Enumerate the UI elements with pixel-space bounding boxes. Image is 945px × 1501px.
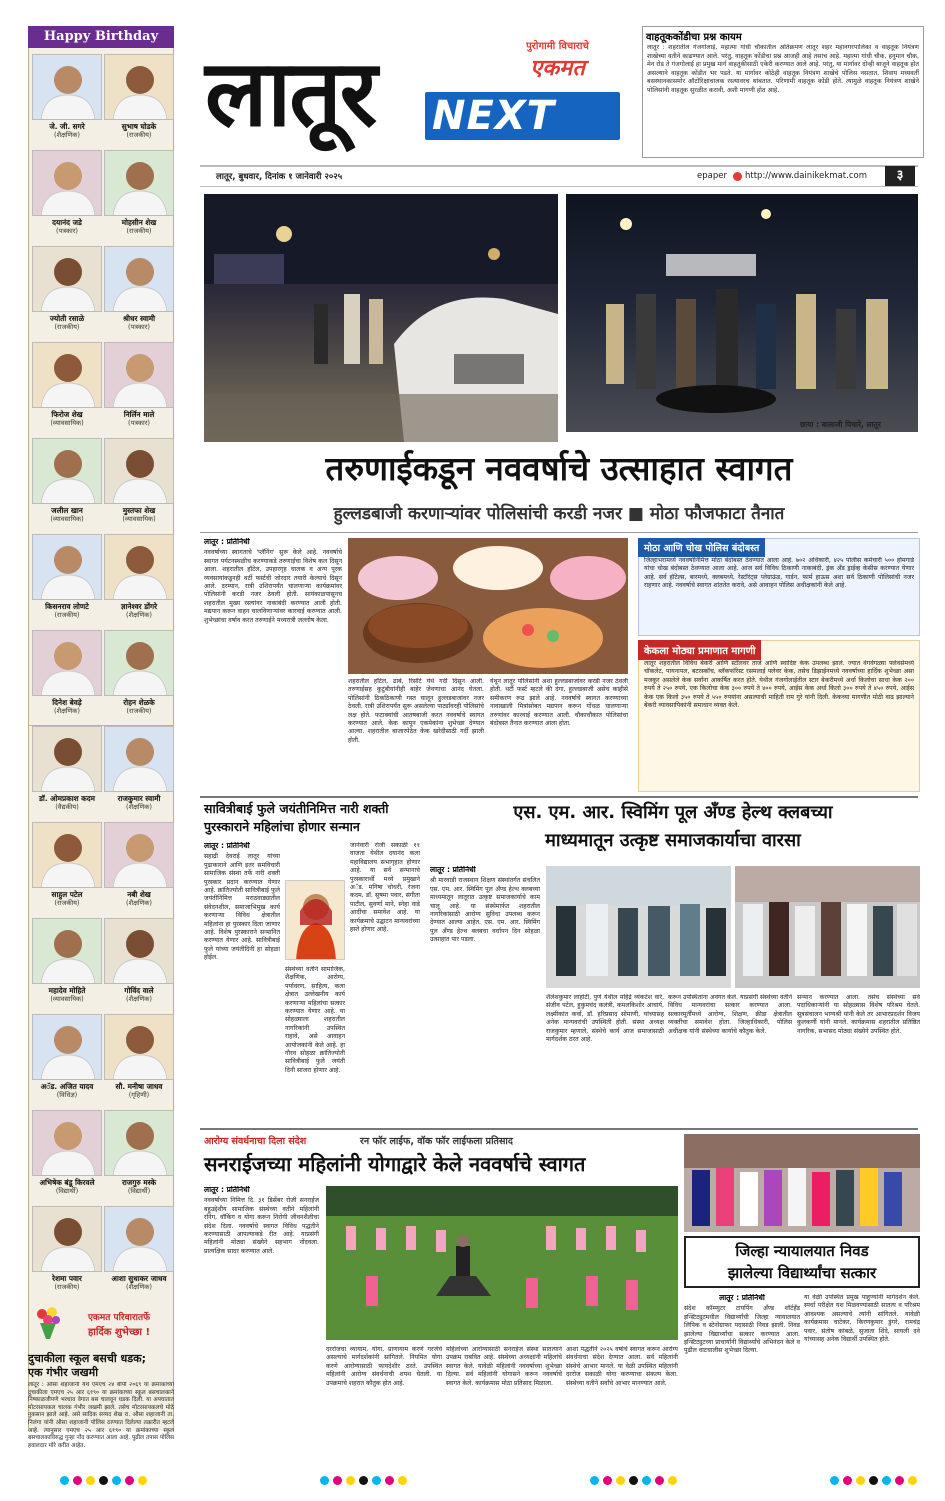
birthday-person-role: (शैक्षणिक) bbox=[126, 803, 152, 811]
birthday-person-role: (राजकीय) bbox=[54, 611, 80, 619]
court-headline-2: झालेल्या विद्यार्थ्यांचा सत्कार bbox=[727, 1264, 877, 1282]
court-col-1-text: संदेश कॉम्प्युटर टायपिंग अँण्ड शॉर्टहँड इन्स्टिट्युटमधील विद्यार्थ्यांची जिल्हा न्यायालयात लिपिक व स्टेनोग्राफर पदासाठी निवड झाली. निवड झालेल्या विद्यार्थ्यांचा सत्कार करण्यात आला. इन्स्टिट्युटच्या प्राचार्यांनी विद्यार्थ्यांचे अभिनंदन केले व पुढील वाटचालीस शुभेच्छा दिल्या. bbox=[684, 1305, 800, 1355]
birthday-person-name: निर्लिन माले bbox=[123, 410, 155, 419]
birthday-person-name: जलील खान bbox=[51, 506, 83, 515]
registration-dot bbox=[616, 1476, 625, 1485]
avatar bbox=[104, 438, 174, 504]
birthday-person bbox=[32, 630, 102, 715]
avatar bbox=[32, 150, 102, 216]
cake-body: लातूर शहरातील विविध बेकरी आणि स्टॉलवर ताजे आणि स्वादिष्ट केक उपलब्ध झाले. ज्यात वेगवेगळ्या फ्लेवर्समध्ये चॉकलेट, पायनापल, बटरस्कॉच, ब्लॅकफॉरेस्ट रसमलाई फ्लेवर केक, तसेच डिझाईनमध्ये नववर्षाच्या हार्दिक शुभेच्छा असा मजकूर असलेले केक सर्वांना आकर्षित करत होते. येथील गंजगोलाईतील स्टार बेकरीमध्ये अर्धा किलोचा साधा केक २०० रुपये ते २५० रुपये, एक किलोचा केक ३०० रुपये ते ४०० रुपये, आईस केक अर्धा किलो ३०० रुपये ते ४५० रुपये, आईस केक एक किलो ३५० रुपये ते ५५० रुपयांना असल्याची माहिती राम गुरे यांनी दिली. केकच्या मागणीत मोठी वाढ झाल्याने बेकरी व्यावसायिकांनी समाधान व्यक्त केले. bbox=[644, 660, 914, 710]
birthday-person bbox=[32, 342, 102, 427]
registration-dot bbox=[882, 1476, 891, 1485]
avatar bbox=[104, 150, 174, 216]
birthday-person-name: मोहसीन शेख bbox=[121, 218, 157, 227]
avatar bbox=[104, 246, 174, 312]
avatar bbox=[32, 438, 102, 504]
registration-dot bbox=[138, 1476, 147, 1485]
health-kicker-rest: रन फॉर लाईफ, वॉक फॉर लाईफला प्रतिसाद bbox=[360, 1136, 513, 1147]
avatar bbox=[32, 342, 102, 408]
savitribai-byline: लातूर : प्रतिनिधी bbox=[204, 842, 250, 850]
greeting-line2: हार्दिक शुभेच्छा ! bbox=[87, 1327, 151, 1338]
birthday-person bbox=[32, 822, 102, 907]
registration-dot bbox=[60, 1476, 69, 1485]
swimming-event-photo-1 bbox=[546, 866, 731, 988]
accident-headline-1: दुचाकीला स्कूल बसची धडक; bbox=[28, 1352, 146, 1365]
registration-dot bbox=[99, 1476, 108, 1485]
avatar bbox=[32, 1014, 102, 1080]
birthday-person bbox=[104, 630, 174, 715]
birthday-person bbox=[32, 726, 102, 811]
birthday-person-role: (राजकीय) bbox=[126, 131, 152, 139]
swimming-byline: लातूर : प्रतिनिधी bbox=[430, 866, 476, 874]
security-body: जिल्हाभरामध्ये नववर्षानिमित्त मोठा बंदोबस्त ठेवण्यात आला आहे. ७०२ अधिकारी, ४२५ पोलीस कर्मचारी ५०० होमगार्ड यांचा चोख बंदोबस्त ठेवण्यात आला आहे. आज सर्व विविध ठिकाणी नाकाबंदी, ड्रंक अँड ड्राईव्ह केसीस करण्यात येणार आहे. सर्व हॉटेल्स, बारमध्ये, क्लबमध्ये, रेस्टॉरंट्स प्लेग्राऊंड, गार्डन, फार्म हाऊस अशा सर्व ठिकाणी पोलिसांची नजर राहणार आहे. नववर्षाचे स्वागत शांततेत करावे, असे आवाहन पोलिस अधीक्षकांनी केले आहे. bbox=[644, 557, 914, 590]
savitribai-col-1-text: सहाद्री देवराई लातूर यांच्या पुढाकाराने आणि इतर समविचारी सामाजिक संस्था तर्फे नारी शक्ती पुरस्कार प्रदान करण्यात येणार आहे. क्रांतिज्योती सावित्रीबाई फुले जयंतीनिमित्त मराठवाड्यातील संवेदनशील, समाजाभिमुख कार्य करणाऱ्या विविध क्षेत्रातील महिलांना हा पुरस्कार दिला जाणार आहे. विशेष पुरस्काराने सन्मानित करण्यात येणार आहे. सावित्रीबाई फुले यांच्या जयंतीदिनी हा सोहळा होईल. bbox=[204, 853, 280, 962]
birthday-person-name: आशा सुधाकर जाधव bbox=[111, 1274, 167, 1283]
swimming-col-4: सन्मान करण्यात आला. तसेच संस्थेच्या सर्व पदाधिकाऱ्यांनी या सोहळ्यास विशेष परिश्रम घेतले. सूत्रसंचालन भाग्यश्री यांनी केले तर आभारप्रदर्शन विजय कुलकर्णी यांनी मानले. कार्यक्रमास शहरातील प्रतिष्ठित नागरिक, सभासद मोठ्या संख्येने उपस्थित होते. bbox=[797, 994, 920, 1035]
registration-dot bbox=[125, 1476, 134, 1485]
birthday-person-role: (शैक्षणिक) bbox=[126, 1283, 152, 1291]
birthday-person-role: (शैक्षणिक) bbox=[126, 611, 152, 619]
cake-head: केकला मोठ्या प्रमाणात मागणी bbox=[638, 640, 761, 660]
court-col-2: या वेळी उपस्थित प्रमुख पाहुण्यांनी मार्गदर्शन केले. स्पर्धा परीक्षेत यश मिळवण्यासाठी सातत्य व परिश्रम आवश्यक असल्याचे त्यांनी सांगितले. यावेळी कार्यक्रमास चाटेकर, किरणकुमार डुंगरे, रामचंद्र पवार, संतोष कांबळे, सुजाता शिंदे, सायली दवे यांच्यासह अनेक विद्यार्थी उपस्थित होते. bbox=[804, 1294, 920, 1344]
registration-dot bbox=[908, 1476, 917, 1485]
birthday-person-name: किसनराव लोणटे bbox=[45, 602, 89, 611]
court-students-photo bbox=[684, 1134, 920, 1232]
date-line: लातूर, बुधवार, दिनांक १ जानेवारी २०२५ bbox=[216, 172, 343, 182]
birthday-person-role: (शैक्षणिक) bbox=[54, 131, 80, 139]
masthead-tagline: पुरोगामी विचाराचे bbox=[526, 41, 589, 52]
birthday-person bbox=[104, 54, 174, 139]
birthday-person-role: (राजकीय) bbox=[126, 227, 152, 235]
accident-body: लातूर : औसा शहाजानी येथे एमएच २४ बीपी २०६९ या क्रमांकाच्या दुचाकीला एमएच २५ आर ६१९० या क्रमांकाच्या स्कूल बसचालकाने निष्काळजीपणे भरधाव वेगात बस चालवून धडक दिली. या अपघातात मोटरसायकल चालक गंभीर जखमी झाले. तसेच मोटरसायकलचे मोठे नुकसान झाले आहे. असे सादिक सय्यद शेख रा. औसा शहाजानी ता. निलंगा यांनी औसा शहाजानी पोलिस ठाण्यात दिलेल्या तक्रारीत म्हटले आहे. त्यानुसार एमएच २५ आर ६१९० या क्रमांकाच्या स्कूल बसचालकाविरुद्ध गुन्हा नोंद करण्यात आला आहे. पुढील तपास पोलिस हवालदार मोरे करीत आहेत. bbox=[28, 1382, 174, 1449]
web-icon bbox=[733, 172, 742, 181]
registration-dot bbox=[590, 1476, 599, 1485]
divider bbox=[200, 532, 918, 533]
birthday-person bbox=[104, 1206, 174, 1291]
savitribai-headline-2: पुरस्काराने महिलांचा होणार सन्मान bbox=[204, 819, 360, 834]
health-col-3: महिलांच्या आरोग्यासाठी सनराईज संस्था सातत्याने उपक्रम राबवित आहे. संस्थेच्या अध्यक्षांनी महिलांचे स्वागत केले. यावेळी महिलांनी नववर्षाच्या शुभेच्छा दिल्या. सर्व महिलांनी योगासने करून नववर्षाचे स्वागत केले. कार्यक्रमास मोठा प्रतिसाद मिळाला. bbox=[446, 1346, 562, 1387]
birthday-person-name: दयानंद जडे bbox=[52, 218, 82, 227]
birthday-person-role: (राजकीय) bbox=[126, 707, 152, 715]
lead-subhead: हुल्लडबाजी करणाऱ्यांवर पोलिसांची करडी नजर ■ मोठा फौजफाटा तैनात bbox=[333, 504, 785, 524]
birthday-person-name: अॅड. अजित यादव bbox=[40, 1082, 94, 1091]
birthday-person bbox=[104, 822, 174, 907]
savitribai-col-2: जानेवारी रोजी सकाळी ११ वाजता येथील दयानंद कला महाविद्यालय सभागृहात होणार आहे. या सर्व सन्मानाचे पुरस्कारार्थी मध्ये प्रमुखाने अॅड. मनिषा चोधरी, रंजना कदम, डॉ. सुषमा पवार, संगीता पाटील, सुवर्णा माने, स्नेहा वाडे आदींचा समावेश आहे. या कार्यक्रमाचे उद्घाटन मान्यवरांच्या हस्ते होणार आहे. bbox=[350, 842, 420, 934]
health-col-2: दररोजचा व्यायाम, योगा, प्राणायाम करणे गरजेचे असल्याचे मार्गदर्शकांनी सांगितले. नियमित योगा करणे आरोग्यासाठी फायदेशीर ठरते. उपस्थित महिलांनी आरोग्य संवर्धनाची शपथ घेतली. या उपक्रमाचे शहरात कौतुक होत आहे. bbox=[326, 1346, 442, 1387]
swimming-event-photo-2 bbox=[735, 866, 920, 988]
registration-dot bbox=[856, 1476, 865, 1485]
security-head: मोठा आणि चोख पोलिस बंदोबस्त bbox=[638, 538, 765, 557]
registration-dot bbox=[830, 1476, 839, 1485]
registration-dot bbox=[603, 1476, 612, 1485]
birthday-person-role: (शैक्षणिक) bbox=[126, 899, 152, 907]
masthead-brand: एकमत bbox=[530, 56, 585, 81]
court-headline-1: जिल्हा न्यायालयात निवड bbox=[735, 1242, 869, 1260]
registration-dot bbox=[629, 1476, 638, 1485]
birthday-person-role: (व्यावसायिक) bbox=[50, 419, 84, 427]
page-number: ३ bbox=[885, 166, 915, 186]
avatar bbox=[104, 1206, 174, 1272]
court-col-1 bbox=[684, 1294, 800, 1424]
birthday-person bbox=[104, 1110, 174, 1195]
court-byline: लातूर : प्रतिनिधी bbox=[719, 1294, 765, 1302]
registration-dot bbox=[346, 1476, 355, 1485]
birthday-person-name: ज्योती रसाळे bbox=[49, 314, 85, 323]
birthday-person-role: (पत्रकार) bbox=[128, 323, 150, 331]
birthday-person bbox=[32, 534, 102, 619]
swimming-col-1-text: श्री मारवाडी राजस्थान शिक्षण संस्थांतर्गत संचलित एस. एम. आर. स्विमिंग पूल अँण्ड हेल्थ क्लबच्या माध्यमातून लातूरात उत्कृष्ट समाजकार्याचे काम चालू आहे. या संस्थेमार्फत शहरातील नागरिकांसाठी आरोग्य सुविधा उपलब्ध करून देण्यात आल्या आहेत. एस. एम. आर. स्विमिंग पूल अँण्ड हेल्थ क्लबचा वर्धापन दिन सोहळा उत्साहात पार पडला. bbox=[430, 877, 540, 944]
birthday-person bbox=[104, 438, 174, 523]
yoga-photo bbox=[326, 1186, 678, 1340]
registration-dot bbox=[655, 1476, 664, 1485]
avatar bbox=[32, 726, 102, 792]
health-col-1-text: नववर्षाच्या निमित्त दि. ३१ डिसेंबर रोजी सनराईज बहुउद्देशीय सामाजिक संस्थेच्या वतीने महिलांनी रनिंग, वॉकिंग व योगा करून निरोगी जीवनशैलीचा संदेश दिला. नववर्षाचे स्वागत विविध पद्धतीने करण्यासाठी आपल्याकडे रीत आहे. याप्रसंगी महिलांनी मोठ्या संख्येने सहभाग नोंदवला. प्रात्यक्षिक सादर करण्यात आले. bbox=[204, 1197, 319, 1255]
registration-dot bbox=[895, 1476, 904, 1485]
birthday-person bbox=[104, 246, 174, 331]
registration-dot bbox=[843, 1476, 852, 1485]
swimming-col-1 bbox=[430, 866, 540, 1122]
birthday-person-name: ज्ञानेश्वर डोंगरे bbox=[120, 602, 158, 611]
masthead-title: लातूर bbox=[205, 40, 376, 147]
birthday-person-name: मुस्तफा शेख bbox=[122, 506, 156, 515]
avatar bbox=[104, 630, 174, 696]
birthday-person-name: श्रीधर स्वामी bbox=[122, 314, 156, 323]
birthday-person-role: (वैद्यकीय) bbox=[55, 803, 79, 811]
avatar bbox=[32, 630, 102, 696]
birthday-person-name: रोहन शेळके bbox=[123, 698, 155, 707]
birthday-person-role: (पत्रकार) bbox=[128, 419, 150, 427]
savitribai-portrait bbox=[285, 880, 345, 960]
birthday-person-name: दिनेश बेवड़े bbox=[52, 698, 82, 707]
traffic-body: लातूर : शहरातील गंजगोलाई, महात्मा गांधी चौकातील अतिक्रमण लातूर शहर महानगरपालिका व वाहतूक नियंत्रण शाखेच्या वतीने काढण्यात आले. परंतु, वाहतूक कोंडीचा प्रश्न आजही आहे तसाच आहे. महात्मा गांधी चौक, हनुमान चौक, मेन रोड ते गंजगोलाई हा प्रमुख मार्ग वाहतुकीसाठी एकेरी करण्यात आले आहे. परंतु, या मार्गावर दोन्ही बाजूने वाहतूक होत असल्याने वाहतूक कोंडीत भर पडते. या मार्गावर कोठेही वाहतूक नियंत्रण शाखेचे पोलिस नसतात. शिवाय मध्यवर्ती बसस्थानकासमोर ऑटोरिक्षाचालक रस्त्यावरच थांबतात. परिणामी वाहतूक कोंडी होते. त्यामुळे वाहतूक नियंत्रण शाखेने पोलिसांनी वाहतूक सुरळीत करावी, अशी मागणी होत आहे. bbox=[647, 44, 919, 94]
health-col-4: आशा पद्धतीने २०२५ वर्षाचे स्वागत करून आरोग्य संवर्धनाचा संदेश देण्यात आला. सर्व महिलांनी संस्थेचे आभार मानले. या वेळी उपस्थित महिलांनी दररोज सकाळी योगा करण्याचा संकल्प केला. संस्थेच्या वतीने सर्वांचे आभार मानण्यात आले. bbox=[566, 1346, 678, 1387]
savitribai-col-3: संस्थेच्या वतीने सामाजिक, शैक्षणिक, आरोग्य, पर्यावरण, साहित्य, कला क्षेत्रात उल्लेखनीय कार्य करणाऱ्या महिलांचा सत्कार करण्यात येणार आहे. या सोहळ्याला शहरातील नागरिकांनी उपस्थित राहावे, असे आवाहन आयोजकांनी केले आहे. हा गौरव सोहळा क्रांतिज्योती सावित्रीबाई फुले जयंती दिनी साजरा होणार आहे. bbox=[285, 966, 345, 1074]
avatar bbox=[32, 918, 102, 984]
savitribai-headline-1: सावित्रीबाई फुले जयंतीनिमित्त नारी शक्ती bbox=[204, 801, 389, 816]
registration-dot bbox=[668, 1476, 677, 1485]
health-byline: लातूर : प्रतिनिधी bbox=[204, 1186, 250, 1194]
birthday-person-name: रेशमा पवार bbox=[52, 1274, 82, 1283]
birthday-person-role: (विद्यार्थी) bbox=[127, 1187, 151, 1195]
swimming-headline-1: एस. एम. आर. स्विमिंग पूल अँण्ड हेल्थ क्लबच्या bbox=[513, 802, 833, 823]
two-wheeler-check-photo bbox=[566, 194, 918, 432]
birthday-person bbox=[104, 150, 174, 235]
birthday-person bbox=[32, 150, 102, 235]
birthday-person bbox=[104, 342, 174, 427]
website-url[interactable]: http://www.dainikekmat.com bbox=[745, 171, 867, 181]
avatar bbox=[104, 54, 174, 120]
lead-col-1-text: नववर्षाच्या स्वागताचे 'प्लॅनिंग' सुरू केले आहे. नववर्षाचे स्वागत पर्यटनस्थळीच करण्याकडे तरुणाईचा विशेष कल दिसून आला. शहरातील हॉटेल, उपहारगृह चालक व अन्य पूरक व्यवसायांकडूनही थर्टी फर्स्टची जोरदार तयारी केल्याचे दिसून आले. दरम्यान, रात्री उशिरापर्यंत चालणाऱ्या कार्यक्रमांवर पोलिसांनी करडी नजर ठेवली होती. सायंकाळपासूनच शहरातील मुख्य रस्त्यांवर नाकाबंदी करण्यात आली होती. मद्यपान करून वाहन चालविणाऱ्यांवर कारवाई करण्यात आली. शुभेच्छांचा वर्षाव करत तरुणाईने मध्यरात्री जल्लोष केला. bbox=[204, 549, 342, 624]
health-col-1 bbox=[204, 1186, 319, 1424]
cakes-photo bbox=[348, 538, 628, 674]
birthday-person-role: (राजकीय) bbox=[54, 323, 80, 331]
birthday-person-role: (गृहिणी) bbox=[128, 1091, 150, 1099]
traffic-head: वाहतूककोंडीचा प्रश्न कायम bbox=[646, 32, 742, 43]
registration-dot bbox=[112, 1476, 121, 1485]
avatar bbox=[32, 246, 102, 312]
sidebar-title: Happy Birthday bbox=[28, 26, 174, 48]
registration-dot bbox=[359, 1476, 368, 1485]
avatar bbox=[104, 342, 174, 408]
birthday-person-role: (विधिज्ञ) bbox=[56, 1091, 78, 1099]
epaper-label: epaper bbox=[697, 171, 727, 181]
birthday-person-role: (विद्यार्थी) bbox=[55, 1187, 79, 1195]
lead-col-2: शहरातील हॉटेल, ढाबे, रिसॉर्ट येथे गर्दी दिसून आली. तरुणाईसह कुटुंबीयांनीही बाहेर जेवणाचा आनंद घेतला. पोलिसांनी ठिकठिकाणी गस्त घालून हुल्लडबाजांवर नजर ठेवली. रात्री उशिरापर्यंत सुरू असलेल्या पार्ट्यांवरही पोलिसांचे लक्ष होते. फटाक्यांची आतषबाजी करत नववर्षाचे स्वागत करण्यात आले. केक कापून एकमेकांना शुभेच्छा देण्यात आल्या. शहरातील बाजारपेठेत केक खरेदीसाठी गर्दी झाली होती. bbox=[348, 678, 484, 744]
next-logo-text: NEXT bbox=[432, 93, 555, 139]
birthday-person-role: (राजकीय) bbox=[54, 1283, 80, 1291]
lead-col-1 bbox=[204, 538, 342, 790]
photo-credit: छाया : बालाजी पिचारे, लातूर bbox=[800, 420, 881, 429]
birthday-person bbox=[104, 918, 174, 1003]
birthday-person-name: राजकुमार स्वामी bbox=[117, 794, 161, 803]
registration-dot bbox=[385, 1476, 394, 1485]
avatar bbox=[104, 726, 174, 792]
birthday-person-name: सौ. मनीषा जाधव bbox=[115, 1082, 163, 1091]
registration-dot bbox=[398, 1476, 407, 1485]
avatar bbox=[104, 1110, 174, 1176]
registration-dot bbox=[333, 1476, 342, 1485]
registration-dot bbox=[320, 1476, 329, 1485]
birthday-person-name: नबी शेख bbox=[127, 890, 151, 899]
avatar bbox=[32, 534, 102, 600]
lead-col-3: येथून लातूर पोलिसांनी अशा हुल्लडबाजांवर करडी नजर ठेवली होती. थर्टी फर्स्ट म्हटले की दंगा, हुल्लडबाजी असेच काहीसे समीकरण रूढ झाले आहे. नववर्षाचे स्वागत करण्याच्या नावाखाली मित्रांसोबत मद्यपान करून गोंधळ घालणाऱ्या तरुणांवर कारवाई करण्यात आली. चौकाचौकात पोलिसांचा बंदोबस्त तैनात करण्यात आला होता. bbox=[490, 678, 628, 728]
registration-dot bbox=[372, 1476, 381, 1485]
birthday-person bbox=[32, 1110, 102, 1195]
savitribai-col-1 bbox=[204, 842, 280, 1122]
registration-dot bbox=[86, 1476, 95, 1485]
lead-byline: लातूर : प्रतिनिधी bbox=[204, 538, 250, 546]
birthday-person-role: (शैक्षणिक) bbox=[54, 707, 80, 715]
avatar bbox=[32, 54, 102, 120]
birthday-person bbox=[32, 246, 102, 331]
swimming-headline-2: माध्यमातून उत्कृष्ट समाजकार्याचा वारसा bbox=[545, 830, 801, 851]
avatar bbox=[104, 918, 174, 984]
swimming-col-3: करून उपस्थितांना अवगत केले. याप्रसंगी संस्थेच्या वतीने विविध मान्यवरांचा सत्कार करण्यात आला. सत्कारमूर्तींमध्ये आरोग्य, शिक्षण, क्रीडा क्षेत्रातील व्यक्तींचा समावेश होता. जिल्हाधिकारी, पोलिस अधीक्षक यांनी संस्थेच्या कार्याचे कौतुक केले. bbox=[668, 994, 792, 1035]
birthday-person-role: (व्यावसायिक) bbox=[50, 995, 84, 1003]
birthday-person bbox=[32, 918, 102, 1003]
health-kicker: आरोग्य संवर्धनाचा दिला संदेश bbox=[204, 1136, 307, 1147]
birthday-person-name: डॉ. ओमप्रकाश कदम bbox=[39, 794, 95, 803]
birthday-person-name: साहुल पटेल bbox=[51, 890, 83, 899]
birthday-person bbox=[32, 438, 102, 523]
birthday-person-role: (शैक्षणिक) bbox=[126, 995, 152, 1003]
birthday-person bbox=[104, 726, 174, 811]
avatar bbox=[104, 822, 174, 888]
avatar bbox=[32, 822, 102, 888]
avatar bbox=[104, 534, 174, 600]
night-checkpoint-photo bbox=[204, 194, 558, 442]
birthday-person-name: महादेव मोहिते bbox=[48, 986, 86, 995]
health-headline: सनराईजच्या महिलांनी योगाद्वारे केले नववर्षाचे स्वागत bbox=[204, 1152, 586, 1176]
birthday-person-role: (व्यावसायिक) bbox=[122, 515, 156, 523]
birthday-person-name: राजगुरु मस्के bbox=[121, 1178, 157, 1187]
divider bbox=[200, 1128, 918, 1130]
birthday-person-role: (पत्रकार) bbox=[56, 227, 78, 235]
birthday-person bbox=[104, 1014, 174, 1099]
avatar bbox=[32, 1110, 102, 1176]
birthday-person bbox=[32, 54, 102, 139]
birthday-person-role: (व्यावसायिक) bbox=[50, 515, 84, 523]
accident-headline-2: एक गंभीर जखमी bbox=[28, 1366, 99, 1379]
birthday-person bbox=[104, 534, 174, 619]
birthday-person bbox=[32, 1206, 102, 1291]
birthday-person-role: (राजकीय) bbox=[54, 899, 80, 907]
birthday-person-name: फिरोज शेख bbox=[51, 410, 83, 419]
greeting-line1: एकमत परिवारातर्फे bbox=[87, 1313, 151, 1323]
birthday-person-name: सुभाष घोडके bbox=[121, 122, 157, 131]
registration-dot bbox=[73, 1476, 82, 1485]
registration-dot bbox=[642, 1476, 651, 1485]
birthday-person-name: जे. जी. सगरे bbox=[49, 122, 85, 131]
birthday-person-name: अभिषेक बंडू किरवले bbox=[39, 1178, 95, 1187]
registration-dot bbox=[869, 1476, 878, 1485]
lead-headline: तरुणाईकडून नववर्षाचे उत्साहात स्वागत bbox=[325, 449, 793, 488]
avatar bbox=[104, 1014, 174, 1080]
swimming-col-2: शैलेशकुमार लाहोटी, पुणे येथील महिंद्रे व्यंकटेश वारे, संजीव पटेल, हुकुमचंद कलंत्री, कमलकिशोर आचार्य, लक्ष्मीकांत कर्वा, डॉ. हरिप्रसाद सोमाणी, यांच्यासह अनेक मान्यवरांची उपस्थिती होती. संस्था अध्यक्ष राजकुमार म्हणाले, संस्थेचे कार्य आज समाजासाठी मार्गदर्शक ठरत आहे. bbox=[546, 994, 664, 1044]
birthday-person-name: गोविंद वाले bbox=[124, 986, 154, 995]
bouquet-icon bbox=[34, 1305, 62, 1341]
birthday-person bbox=[32, 1014, 102, 1099]
avatar bbox=[32, 1206, 102, 1272]
divider bbox=[200, 796, 918, 798]
